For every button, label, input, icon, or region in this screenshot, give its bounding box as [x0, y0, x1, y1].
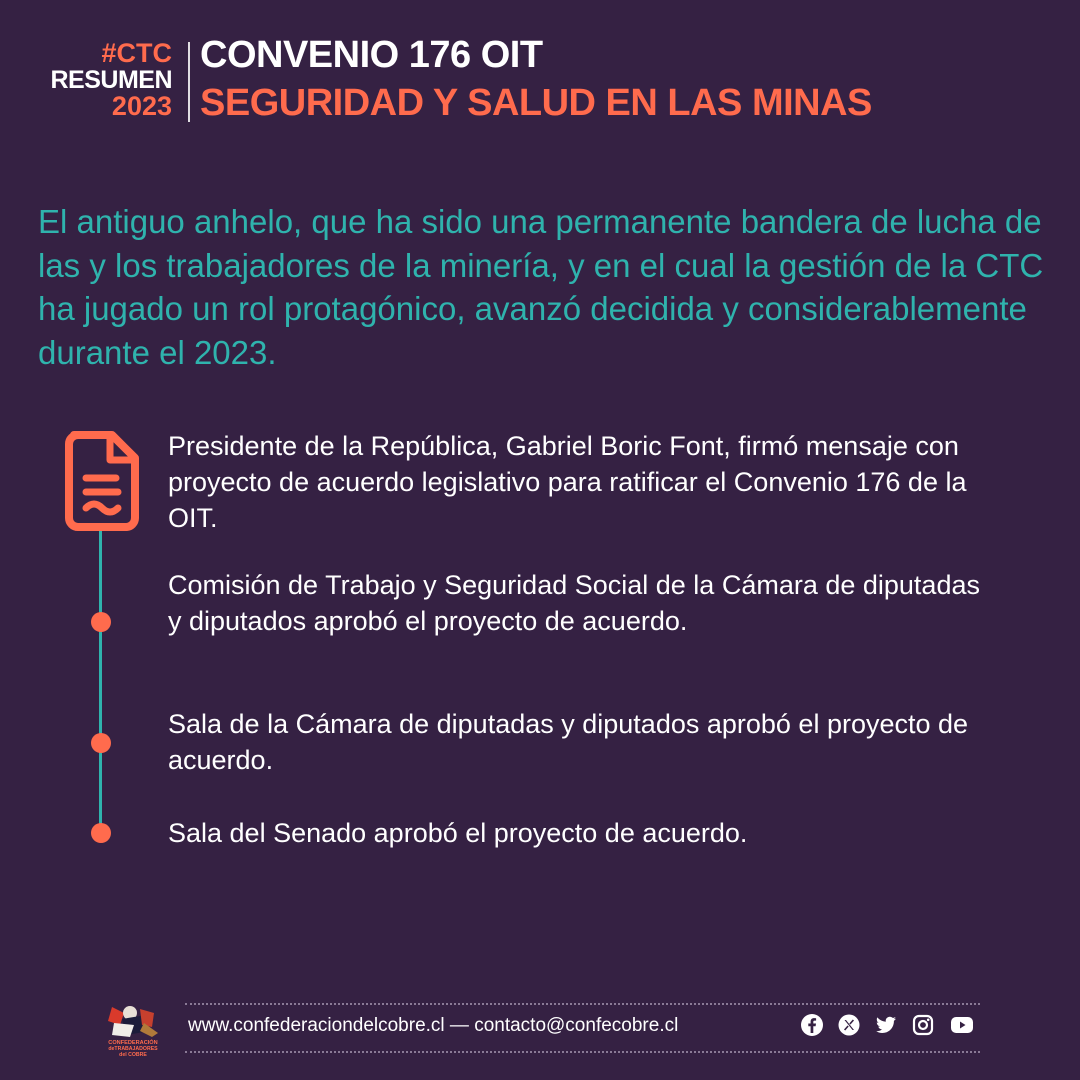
facebook-icon[interactable] — [800, 1013, 824, 1037]
timeline-line — [99, 530, 102, 832]
document-icon — [64, 430, 140, 532]
timeline-item: Comisión de Trabajo y Seguridad Social de la Cámara de diputadas y diputados aprobó el proyecto de acuerdo. — [168, 570, 980, 636]
logo-line-1: CONFEDERACIÓN — [108, 1040, 158, 1046]
header-titles — [200, 36, 872, 122]
hashtag: #CTC — [101, 38, 172, 68]
header-divider — [188, 42, 190, 122]
timeline-dot — [91, 733, 111, 753]
instagram-icon[interactable] — [911, 1013, 935, 1037]
footer-divider-bottom — [185, 1051, 980, 1053]
x-icon[interactable] — [837, 1013, 861, 1037]
header-tag — [50, 40, 172, 120]
year-label: 2023 — [111, 91, 172, 121]
intro-paragraph: El antiguo anhelo, que ha sido una permanente bandera de lucha de las y los trabajadores de la minería, y en el cual la gestión de la CTC ha jugado un rol protagónico, avanzó decidida y considerablemente durante el 2023. — [38, 203, 1044, 371]
timeline-item: Presidente de la República, Gabriel Boric Font, firmó mensaje con proyecto de acuerdo legislativo para ratificar el Convenio 176 de la OIT. — [168, 431, 967, 533]
timeline-dot — [91, 823, 111, 843]
summary-label: RESUMEN — [50, 66, 172, 94]
logo-line-3: del COBRE — [119, 1052, 147, 1057]
twitter-icon[interactable] — [874, 1013, 898, 1037]
timeline-item: Sala de la Cámara de diputadas y diputados aprobó el proyecto de acuerdo. — [168, 709, 969, 775]
ctc-logo — [100, 1003, 166, 1057]
social-links — [800, 1013, 976, 1037]
page-subtitle: SEGURIDAD Y SALUD EN LAS MINAS — [200, 82, 872, 124]
footer-divider-top — [185, 1003, 980, 1005]
logo-line-2: deTRABAJADORES — [108, 1046, 158, 1052]
youtube-icon[interactable] — [948, 1013, 976, 1037]
timeline-item: Sala del Senado aprobó el proyecto de acuerdo. — [168, 818, 748, 848]
timeline-dot — [91, 612, 111, 632]
page-title: CONVENIO 176 OIT — [200, 34, 543, 76]
footer-contact[interactable]: www.confederaciondelcobre.cl — contacto@confecobre.cl — [188, 1015, 679, 1036]
